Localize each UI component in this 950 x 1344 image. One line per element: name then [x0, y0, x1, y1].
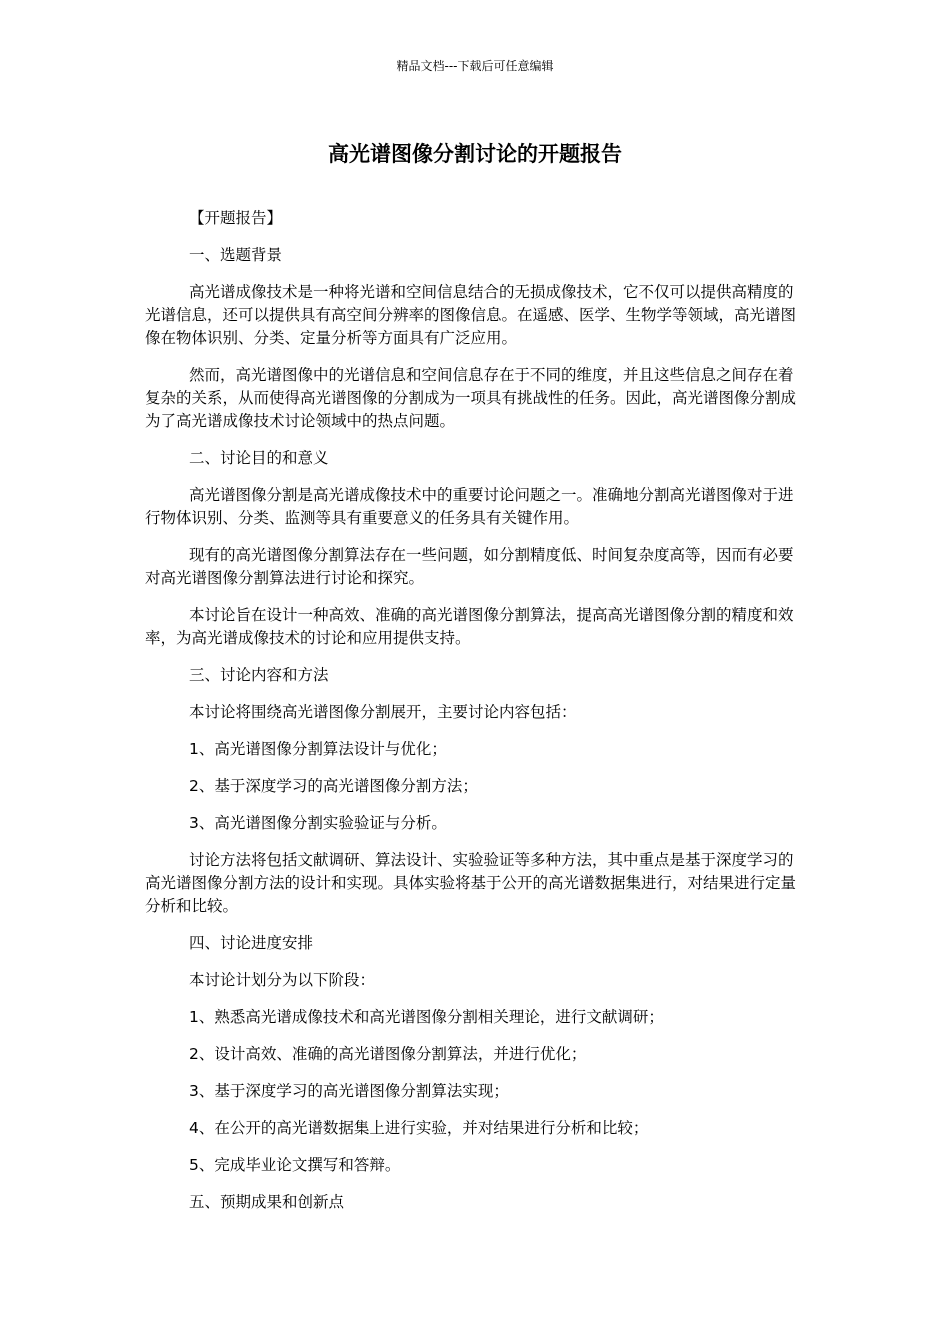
section-heading: 二、讨论目的和意义	[189, 449, 329, 467]
list-item: 3、基于深度学习的高光谱图像分割算法实现；	[189, 1082, 509, 1100]
section-label: 【开题报告】	[189, 209, 283, 227]
section-heading: 五、预期成果和创新点	[189, 1193, 345, 1211]
body-paragraph: 本讨论将围绕高光谱图像分割展开，主要讨论内容包括：	[189, 703, 577, 721]
list-item: 1、熟悉高光谱成像技术和高光谱图像分割相关理论，进行文献调研；	[189, 1008, 664, 1026]
list-item: 1、高光谱图像分割算法设计与优化；	[189, 740, 447, 758]
body-paragraph: 讨论方法将包括文献调研、算法设计、实验验证等多种方法，其中重点是基于深度学习的高光谱图像分割方法的设计和实现。具体实验将基于公开的高光谱数据集进行，对结果进行定量分析和比较。	[145, 851, 797, 915]
body-paragraph: 现有的高光谱图像分割算法存在一些问题，如分割精度低、时间复杂度高等，因而有必要对高光谱图像分割算法进行讨论和探究。	[145, 546, 794, 587]
section-heading: 四、讨论进度安排	[189, 934, 314, 952]
document-title: 高光谱图像分割讨论的开题报告	[328, 142, 622, 166]
section-heading: 一、选题背景	[189, 246, 283, 264]
body-paragraph: 高光谱成像技术是一种将光谱和空间信息结合的无损成像技术，它不仅可以提供高精度的光谱信息，还可以提供具有高空间分辨率的图像信息。在遥感、医学、生物学等领域，高光谱图像在物体识别、分类、定量分析等方面具有广泛应用。	[145, 283, 797, 347]
section-heading: 三、讨论内容和方法	[189, 666, 329, 684]
list-item: 5、完成毕业论文撰写和答辩。	[189, 1156, 401, 1174]
list-item: 2、设计高效、准确的高光谱图像分割算法，并进行优化；	[189, 1045, 587, 1063]
body-paragraph: 本讨论旨在设计一种高效、准确的高光谱图像分割算法，提高高光谱图像分割的精度和效率，为高光谱成像技术的讨论和应用提供支持。	[145, 606, 794, 647]
list-item: 4、在公开的高光谱数据集上进行实验，并对结果进行分析和比较；	[189, 1119, 649, 1137]
body-paragraph: 高光谱图像分割是高光谱成像技术中的重要讨论问题之一。准确地分割高光谱图像对于进行物体识别、分类、监测等具有重要意义的任务具有关键作用。	[145, 486, 794, 527]
body-paragraph: 本讨论计划分为以下阶段：	[189, 971, 376, 989]
page-header: 精品文档---下载后可任意编辑	[396, 59, 554, 73]
list-item: 3、高光谱图像分割实验验证与分析。	[189, 814, 447, 832]
document-body	[145, 207, 807, 1228]
body-paragraph: 然而，高光谱图像中的光谱信息和空间信息存在于不同的维度，并且这些信息之间存在着复杂的关系，从而使得高光谱图像的分割成为一项具有挑战性的任务。因此，高光谱图像分割成为了高光谱成像技术讨论领域中的热点问题。	[145, 366, 797, 430]
list-item: 2、基于深度学习的高光谱图像分割方法；	[189, 777, 478, 795]
